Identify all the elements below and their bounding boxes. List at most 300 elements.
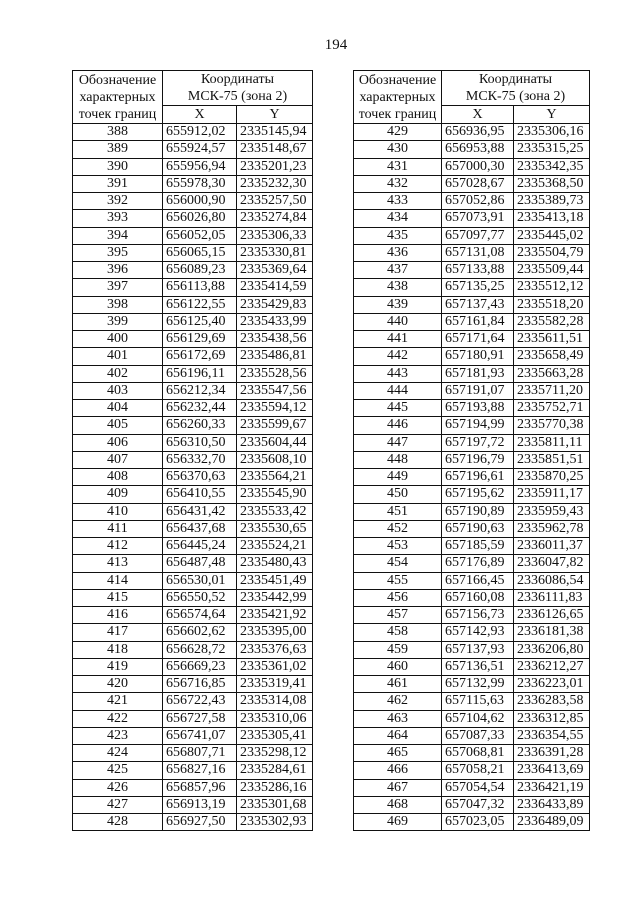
y-coordinate-cell: 2335547,56 — [237, 382, 313, 399]
x-coordinate-cell: 657180,91 — [442, 348, 514, 365]
y-coordinate-cell: 2335530,65 — [237, 520, 313, 537]
point-number-cell: 397 — [73, 279, 163, 296]
header-x: X — [442, 106, 514, 124]
table-row — [73, 400, 313, 417]
x-coordinate-cell: 657181,93 — [442, 365, 514, 382]
point-number-cell: 435 — [354, 227, 442, 244]
y-coordinate-cell: 2335599,67 — [237, 417, 313, 434]
table-row — [354, 400, 590, 417]
x-coordinate-cell: 656125,40 — [163, 313, 237, 330]
point-number-cell: 411 — [73, 520, 163, 537]
table-row — [354, 417, 590, 434]
y-coordinate-cell: 2335305,41 — [237, 727, 313, 744]
table-row — [354, 279, 590, 296]
y-coordinate-cell: 2335594,12 — [237, 400, 313, 417]
y-coordinate-cell: 2336391,28 — [514, 745, 590, 762]
table-header — [73, 71, 313, 124]
y-coordinate-cell: 2335429,83 — [237, 296, 313, 313]
y-coordinate-cell: 2335870,25 — [514, 469, 590, 486]
x-coordinate-cell: 657194,99 — [442, 417, 514, 434]
y-coordinate-cell: 2335421,92 — [237, 607, 313, 624]
point-number-cell: 467 — [354, 779, 442, 796]
point-number-cell: 458 — [354, 624, 442, 641]
point-number-cell: 401 — [73, 348, 163, 365]
x-coordinate-cell: 657160,08 — [442, 589, 514, 606]
point-number-cell: 450 — [354, 486, 442, 503]
point-number-cell: 436 — [354, 244, 442, 261]
x-coordinate-cell: 657190,89 — [442, 503, 514, 520]
point-number-cell: 402 — [73, 365, 163, 382]
y-coordinate-cell: 2335306,16 — [514, 124, 590, 141]
y-coordinate-cell: 2335306,33 — [237, 227, 313, 244]
point-number-cell: 426 — [73, 779, 163, 796]
point-number-cell: 468 — [354, 796, 442, 813]
x-coordinate-cell: 656410,55 — [163, 486, 237, 503]
point-number-cell: 456 — [354, 589, 442, 606]
point-number-cell: 409 — [73, 486, 163, 503]
table-row — [354, 538, 590, 555]
x-coordinate-cell: 656602,62 — [163, 624, 237, 641]
table-row — [354, 141, 590, 158]
y-coordinate-cell: 2335658,49 — [514, 348, 590, 365]
x-coordinate-cell: 657166,45 — [442, 572, 514, 589]
table-row — [354, 641, 590, 658]
x-coordinate-cell: 657104,62 — [442, 710, 514, 727]
y-coordinate-cell: 2335564,21 — [237, 469, 313, 486]
x-coordinate-cell: 656722,43 — [163, 693, 237, 710]
point-number-cell: 416 — [73, 607, 163, 624]
x-coordinate-cell: 656487,48 — [163, 555, 237, 572]
x-coordinate-cell: 656310,50 — [163, 434, 237, 451]
table-row — [354, 434, 590, 451]
header-line: Обозначение — [358, 72, 437, 88]
x-coordinate-cell: 657131,08 — [442, 244, 514, 261]
x-coordinate-cell: 657073,91 — [442, 210, 514, 227]
point-number-cell: 421 — [73, 693, 163, 710]
y-coordinate-cell: 2335232,30 — [237, 175, 313, 192]
table-row — [354, 814, 590, 831]
y-coordinate-cell: 2336413,69 — [514, 762, 590, 779]
point-number-cell: 464 — [354, 727, 442, 744]
table-row — [354, 210, 590, 227]
table-row — [354, 244, 590, 261]
y-coordinate-cell: 2335413,18 — [514, 210, 590, 227]
point-number-cell: 453 — [354, 538, 442, 555]
table-row — [354, 779, 590, 796]
x-coordinate-cell: 657156,73 — [442, 607, 514, 624]
x-coordinate-cell: 657047,32 — [442, 796, 514, 813]
x-coordinate-cell: 657136,51 — [442, 658, 514, 675]
point-number-cell: 463 — [354, 710, 442, 727]
x-coordinate-cell: 656741,07 — [163, 727, 237, 744]
y-coordinate-cell: 2335330,81 — [237, 244, 313, 261]
table-row — [73, 331, 313, 348]
x-coordinate-cell: 657000,30 — [442, 158, 514, 175]
y-coordinate-cell: 2335368,50 — [514, 175, 590, 192]
x-coordinate-cell: 656913,19 — [163, 796, 237, 813]
table-row — [73, 693, 313, 710]
table-row — [73, 520, 313, 537]
x-coordinate-cell: 656232,44 — [163, 400, 237, 417]
x-coordinate-cell: 656332,70 — [163, 451, 237, 468]
y-coordinate-cell: 2335770,38 — [514, 417, 590, 434]
y-coordinate-cell: 2335851,51 — [514, 451, 590, 468]
table-row — [73, 296, 313, 313]
point-number-cell: 410 — [73, 503, 163, 520]
x-coordinate-cell: 656122,55 — [163, 296, 237, 313]
y-coordinate-cell: 2335274,84 — [237, 210, 313, 227]
y-coordinate-cell: 2336181,38 — [514, 624, 590, 641]
y-coordinate-cell: 2335711,20 — [514, 382, 590, 399]
point-number-cell: 446 — [354, 417, 442, 434]
y-coordinate-cell: 2335752,71 — [514, 400, 590, 417]
table-row — [354, 624, 590, 641]
table-row — [73, 796, 313, 813]
header-x: X — [163, 106, 237, 124]
table-row — [73, 124, 313, 141]
x-coordinate-cell: 657137,43 — [442, 296, 514, 313]
x-coordinate-cell: 656716,85 — [163, 676, 237, 693]
table-body — [354, 124, 590, 831]
table-row — [354, 296, 590, 313]
point-number-cell: 429 — [354, 124, 442, 141]
table-row — [73, 503, 313, 520]
point-number-cell: 448 — [354, 451, 442, 468]
table-row — [73, 779, 313, 796]
y-coordinate-cell: 2335284,61 — [237, 762, 313, 779]
coordinates-table-left — [72, 70, 313, 831]
table-row — [354, 227, 590, 244]
y-coordinate-cell: 2336421,19 — [514, 779, 590, 796]
x-coordinate-cell: 656089,23 — [163, 262, 237, 279]
x-coordinate-cell: 655912,02 — [163, 124, 237, 141]
x-coordinate-cell: 657137,93 — [442, 641, 514, 658]
table-row — [73, 382, 313, 399]
table-header — [354, 71, 590, 124]
point-number-cell: 392 — [73, 193, 163, 210]
table-row — [73, 814, 313, 831]
point-number-cell: 451 — [354, 503, 442, 520]
point-number-cell: 414 — [73, 572, 163, 589]
y-coordinate-cell: 2335286,16 — [237, 779, 313, 796]
point-number-cell: 396 — [73, 262, 163, 279]
y-coordinate-cell: 2335962,78 — [514, 520, 590, 537]
x-coordinate-cell: 656953,88 — [442, 141, 514, 158]
point-number-cell: 457 — [354, 607, 442, 624]
table-row — [354, 745, 590, 762]
x-coordinate-cell: 656026,80 — [163, 210, 237, 227]
point-number-cell: 461 — [354, 676, 442, 693]
point-number-cell: 462 — [354, 693, 442, 710]
table-row — [354, 710, 590, 727]
table-row — [354, 572, 590, 589]
point-number-cell: 393 — [73, 210, 163, 227]
point-number-cell: 443 — [354, 365, 442, 382]
point-number-cell: 465 — [354, 745, 442, 762]
point-number-cell: 415 — [73, 589, 163, 606]
y-coordinate-cell: 2336111,83 — [514, 589, 590, 606]
point-number-cell: 412 — [73, 538, 163, 555]
y-coordinate-cell: 2335148,67 — [237, 141, 313, 158]
header-coordinates — [442, 71, 590, 106]
x-coordinate-cell: 657190,63 — [442, 520, 514, 537]
x-coordinate-cell: 656857,96 — [163, 779, 237, 796]
point-number-cell: 452 — [354, 520, 442, 537]
y-coordinate-cell: 2335445,02 — [514, 227, 590, 244]
x-coordinate-cell: 656936,95 — [442, 124, 514, 141]
point-number-cell: 439 — [354, 296, 442, 313]
point-number-cell: 390 — [73, 158, 163, 175]
y-coordinate-cell: 2335451,49 — [237, 572, 313, 589]
point-number-cell: 391 — [73, 175, 163, 192]
y-coordinate-cell: 2335414,59 — [237, 279, 313, 296]
y-coordinate-cell: 2335480,43 — [237, 555, 313, 572]
table-row — [73, 175, 313, 192]
x-coordinate-cell: 656129,69 — [163, 331, 237, 348]
y-coordinate-cell: 2335811,11 — [514, 434, 590, 451]
header-coordinates — [163, 71, 313, 106]
x-coordinate-cell: 657191,07 — [442, 382, 514, 399]
y-coordinate-cell: 2336433,89 — [514, 796, 590, 813]
table-row — [73, 451, 313, 468]
x-coordinate-cell: 656727,58 — [163, 710, 237, 727]
point-number-cell: 404 — [73, 400, 163, 417]
table-row — [73, 676, 313, 693]
x-coordinate-cell: 657097,77 — [442, 227, 514, 244]
table-row — [73, 227, 313, 244]
x-coordinate-cell: 657195,62 — [442, 486, 514, 503]
y-coordinate-cell: 2335342,35 — [514, 158, 590, 175]
y-coordinate-cell: 2335518,20 — [514, 296, 590, 313]
point-number-cell: 432 — [354, 175, 442, 192]
x-coordinate-cell: 656628,72 — [163, 641, 237, 658]
point-number-cell: 419 — [73, 658, 163, 675]
y-coordinate-cell: 2335319,41 — [237, 676, 313, 693]
x-coordinate-cell: 656196,11 — [163, 365, 237, 382]
y-coordinate-cell: 2335145,94 — [237, 124, 313, 141]
header-line: точек границ — [358, 106, 437, 122]
x-coordinate-cell: 656927,50 — [163, 814, 237, 831]
point-number-cell: 407 — [73, 451, 163, 468]
x-coordinate-cell: 656113,88 — [163, 279, 237, 296]
x-coordinate-cell: 657176,89 — [442, 555, 514, 572]
point-number-cell: 406 — [73, 434, 163, 451]
y-coordinate-cell: 2335302,93 — [237, 814, 313, 831]
table-row — [354, 520, 590, 537]
table-row — [354, 693, 590, 710]
point-number-cell: 434 — [354, 210, 442, 227]
table-row — [354, 382, 590, 399]
point-number-cell: 427 — [73, 796, 163, 813]
x-coordinate-cell: 656431,42 — [163, 503, 237, 520]
y-coordinate-cell: 2336011,37 — [514, 538, 590, 555]
table-row — [354, 158, 590, 175]
point-number-cell: 418 — [73, 641, 163, 658]
y-coordinate-cell: 2335315,25 — [514, 141, 590, 158]
x-coordinate-cell: 656827,16 — [163, 762, 237, 779]
y-coordinate-cell: 2336312,85 — [514, 710, 590, 727]
x-coordinate-cell: 657115,63 — [442, 693, 514, 710]
table-row — [354, 348, 590, 365]
y-coordinate-cell: 2335611,51 — [514, 331, 590, 348]
y-coordinate-cell: 2335361,02 — [237, 658, 313, 675]
x-coordinate-cell: 657052,86 — [442, 193, 514, 210]
point-number-cell: 459 — [354, 641, 442, 658]
point-number-cell: 433 — [354, 193, 442, 210]
y-coordinate-cell: 2336489,09 — [514, 814, 590, 831]
header-row — [354, 71, 590, 106]
table-row — [73, 538, 313, 555]
point-number-cell: 424 — [73, 745, 163, 762]
table-row — [354, 676, 590, 693]
point-number-cell: 460 — [354, 658, 442, 675]
x-coordinate-cell: 657161,84 — [442, 313, 514, 330]
point-number-cell: 413 — [73, 555, 163, 572]
y-coordinate-cell: 2335608,10 — [237, 451, 313, 468]
y-coordinate-cell: 2335389,73 — [514, 193, 590, 210]
table-row — [73, 658, 313, 675]
x-coordinate-cell: 655978,30 — [163, 175, 237, 192]
header-point-designation — [73, 71, 163, 124]
table-row — [73, 727, 313, 744]
point-number-cell: 441 — [354, 331, 442, 348]
x-coordinate-cell: 656574,64 — [163, 607, 237, 624]
page-number: 194 — [324, 37, 348, 53]
y-coordinate-cell: 2335528,56 — [237, 365, 313, 382]
y-coordinate-cell: 2336354,55 — [514, 727, 590, 744]
x-coordinate-cell: 656212,34 — [163, 382, 237, 399]
table-row — [354, 486, 590, 503]
point-number-cell: 469 — [354, 814, 442, 831]
table-row — [354, 607, 590, 624]
y-coordinate-cell: 2335438,56 — [237, 331, 313, 348]
y-coordinate-cell: 2335911,17 — [514, 486, 590, 503]
x-coordinate-cell: 657193,88 — [442, 400, 514, 417]
table-row — [354, 124, 590, 141]
x-coordinate-cell: 657132,99 — [442, 676, 514, 693]
point-number-cell: 388 — [73, 124, 163, 141]
point-number-cell: 423 — [73, 727, 163, 744]
table-row — [73, 262, 313, 279]
table-row — [354, 451, 590, 468]
table-row — [354, 589, 590, 606]
x-coordinate-cell: 656172,69 — [163, 348, 237, 365]
x-coordinate-cell: 656052,05 — [163, 227, 237, 244]
x-coordinate-cell: 657185,59 — [442, 538, 514, 555]
table-row — [73, 589, 313, 606]
header-line: точек границ — [78, 106, 157, 122]
x-coordinate-cell: 656370,63 — [163, 469, 237, 486]
point-number-cell: 454 — [354, 555, 442, 572]
y-coordinate-cell: 2335314,08 — [237, 693, 313, 710]
point-number-cell: 447 — [354, 434, 442, 451]
table-row — [73, 158, 313, 175]
point-number-cell: 455 — [354, 572, 442, 589]
point-number-cell: 405 — [73, 417, 163, 434]
table-row — [354, 469, 590, 486]
header-line: Координаты — [201, 72, 274, 87]
x-coordinate-cell: 656807,71 — [163, 745, 237, 762]
table-row — [73, 193, 313, 210]
point-number-cell: 428 — [73, 814, 163, 831]
y-coordinate-cell: 2336126,65 — [514, 607, 590, 624]
x-coordinate-cell: 656260,33 — [163, 417, 237, 434]
y-coordinate-cell: 2335395,00 — [237, 624, 313, 641]
point-number-cell: 395 — [73, 244, 163, 261]
x-coordinate-cell: 657087,33 — [442, 727, 514, 744]
y-coordinate-cell: 2336223,01 — [514, 676, 590, 693]
point-number-cell: 403 — [73, 382, 163, 399]
header-line: Координаты — [479, 72, 552, 87]
table-row — [73, 417, 313, 434]
table-row — [73, 244, 313, 261]
table-row — [73, 141, 313, 158]
y-coordinate-cell: 2335376,63 — [237, 641, 313, 658]
point-number-cell: 449 — [354, 469, 442, 486]
x-coordinate-cell: 656445,24 — [163, 538, 237, 555]
x-coordinate-cell: 657142,93 — [442, 624, 514, 641]
table-row — [73, 365, 313, 382]
x-coordinate-cell: 657133,88 — [442, 262, 514, 279]
table-row — [73, 762, 313, 779]
point-number-cell: 445 — [354, 400, 442, 417]
table-row — [354, 262, 590, 279]
y-coordinate-cell: 2335533,42 — [237, 503, 313, 520]
table-row — [354, 658, 590, 675]
x-coordinate-cell: 656065,15 — [163, 244, 237, 261]
table-row — [354, 503, 590, 520]
x-coordinate-cell: 656669,23 — [163, 658, 237, 675]
table-body — [73, 124, 313, 831]
x-coordinate-cell: 657023,05 — [442, 814, 514, 831]
y-coordinate-cell: 2335663,28 — [514, 365, 590, 382]
x-coordinate-cell: 657197,72 — [442, 434, 514, 451]
x-coordinate-cell: 656530,01 — [163, 572, 237, 589]
y-coordinate-cell: 2336206,80 — [514, 641, 590, 658]
x-coordinate-cell: 657058,21 — [442, 762, 514, 779]
y-coordinate-cell: 2335257,50 — [237, 193, 313, 210]
point-number-cell: 394 — [73, 227, 163, 244]
table-row — [73, 279, 313, 296]
x-coordinate-cell: 655924,57 — [163, 141, 237, 158]
y-coordinate-cell: 2335959,43 — [514, 503, 590, 520]
point-number-cell: 430 — [354, 141, 442, 158]
point-number-cell: 444 — [354, 382, 442, 399]
header-line: характерных — [79, 89, 156, 105]
x-coordinate-cell: 656437,68 — [163, 520, 237, 537]
table-row — [354, 313, 590, 330]
header-line: характерных — [359, 89, 436, 105]
x-coordinate-cell: 656550,52 — [163, 589, 237, 606]
y-coordinate-cell: 2335301,68 — [237, 796, 313, 813]
y-coordinate-cell: 2335604,44 — [237, 434, 313, 451]
header-line: Обозначение — [78, 72, 157, 88]
table-row — [73, 486, 313, 503]
point-number-cell: 400 — [73, 331, 163, 348]
point-number-cell: 398 — [73, 296, 163, 313]
table-row — [73, 572, 313, 589]
x-coordinate-cell: 656000,90 — [163, 193, 237, 210]
point-number-cell: 438 — [354, 279, 442, 296]
coordinates-table-right — [353, 70, 590, 831]
y-coordinate-cell: 2335369,64 — [237, 262, 313, 279]
x-coordinate-cell: 657054,54 — [442, 779, 514, 796]
y-coordinate-cell: 2335545,90 — [237, 486, 313, 503]
table-row — [73, 434, 313, 451]
table-row — [73, 210, 313, 227]
header-y: Y — [237, 106, 313, 124]
table-row — [73, 469, 313, 486]
